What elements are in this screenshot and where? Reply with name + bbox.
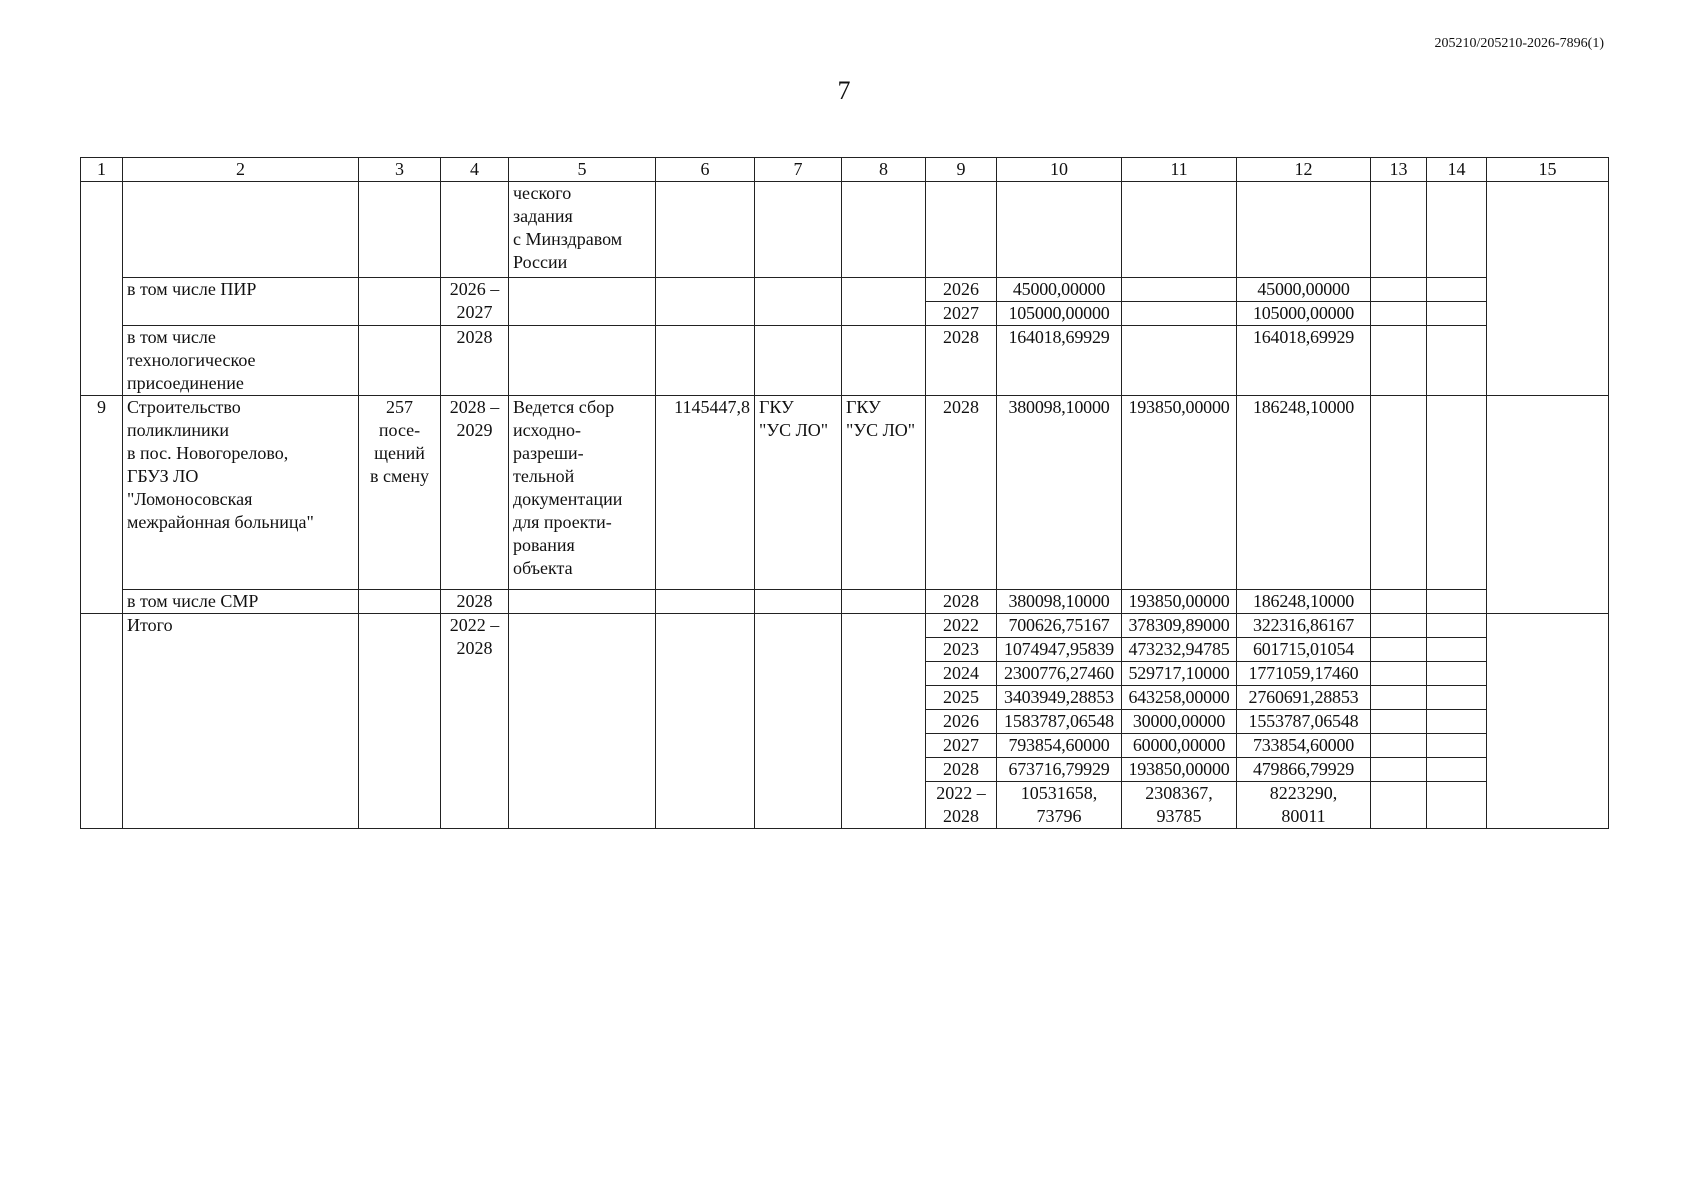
- column-number-row: [81, 158, 1609, 182]
- cell: [1487, 396, 1609, 614]
- cell: [1427, 782, 1487, 829]
- cell: [359, 182, 441, 278]
- amount-regional: 601715,01054: [1237, 638, 1371, 662]
- year-cell: 2024: [926, 662, 997, 686]
- amount-total: 793854,60000: [997, 734, 1122, 758]
- cell: [359, 590, 441, 614]
- cell: [842, 182, 926, 278]
- cell: [1371, 662, 1427, 686]
- text-line: объекта: [513, 558, 573, 578]
- cell: [1237, 182, 1371, 278]
- table-row: [81, 182, 1609, 278]
- column-number: 7: [755, 158, 842, 182]
- text-line: 257: [386, 397, 413, 417]
- table-row: [81, 396, 1609, 590]
- text-line: щений: [374, 443, 425, 463]
- text-line: поликлиники: [127, 420, 230, 440]
- table-row: [81, 326, 1609, 396]
- column-number: 6: [656, 158, 755, 182]
- text-line: ческого: [513, 183, 572, 203]
- text-line: тельной: [513, 466, 575, 486]
- amount-total: 45000,00000: [997, 278, 1122, 302]
- amount-total: 673716,79929: [997, 758, 1122, 782]
- text-line: присоединение: [127, 373, 244, 393]
- builder-cell: [842, 396, 926, 590]
- amount-regional: 2760691,28853: [1237, 686, 1371, 710]
- text-line: для проекти-: [513, 512, 612, 532]
- cell: [755, 278, 842, 326]
- cell: [1427, 278, 1487, 302]
- cell: [1427, 734, 1487, 758]
- customer-cell: [755, 396, 842, 590]
- amount-regional: 105000,00000: [1237, 302, 1371, 326]
- cell: [1371, 590, 1427, 614]
- text-line: 2029: [456, 420, 493, 440]
- text-line: 2028 –: [449, 397, 500, 417]
- cell: [1371, 734, 1427, 758]
- total-row: [81, 614, 1609, 638]
- text-line: межрайонная больница": [127, 512, 314, 532]
- text-line: "УС ЛО": [846, 420, 916, 440]
- text-line: с Минздравом: [513, 229, 623, 249]
- amount-regional: 186248,10000: [1237, 590, 1371, 614]
- budget-table: [80, 157, 1609, 829]
- cell: [1427, 710, 1487, 734]
- cell: [842, 278, 926, 326]
- column-number: 4: [441, 158, 509, 182]
- column-number: 10: [997, 158, 1122, 182]
- period-cell: 2028: [441, 326, 509, 396]
- text-line: России: [513, 252, 568, 272]
- cell: [1371, 182, 1427, 278]
- cell: [359, 614, 441, 829]
- year-cell: 2028: [926, 590, 997, 614]
- amount-federal: 30000,00000: [1122, 710, 1237, 734]
- column-number: 15: [1487, 158, 1609, 182]
- amount-regional: 1771059,17460: [1237, 662, 1371, 686]
- text-line: 10531658,: [1020, 783, 1098, 803]
- year-cell: 2028: [926, 758, 997, 782]
- period-cell: [441, 396, 509, 590]
- year-cell: 2027: [926, 734, 997, 758]
- amount-total: 164018,69929: [997, 326, 1122, 396]
- cell: [1371, 710, 1427, 734]
- cell: [1371, 782, 1427, 829]
- text-line: Строительство: [127, 397, 241, 417]
- cell: [509, 326, 656, 396]
- cell: [1122, 182, 1237, 278]
- cell: [1371, 638, 1427, 662]
- amount-federal: 193850,00000: [1122, 396, 1237, 590]
- column-number: 12: [1237, 158, 1371, 182]
- amount-regional: 1553787,06548: [1237, 710, 1371, 734]
- cell: [755, 590, 842, 614]
- year-cell: 2028: [926, 326, 997, 396]
- text-line: ГКУ: [759, 397, 794, 417]
- text-line: документации: [513, 489, 623, 509]
- cell: [1427, 686, 1487, 710]
- text-line: исходно-: [513, 420, 581, 440]
- cell: [1427, 662, 1487, 686]
- amount-total: 3403949,28853: [997, 686, 1122, 710]
- cell: [1371, 278, 1427, 302]
- text-line: технологическое: [127, 350, 256, 370]
- amount-total: 1074947,95839: [997, 638, 1122, 662]
- column-number: 5: [509, 158, 656, 182]
- cell: [755, 326, 842, 396]
- year-cell: 2028: [926, 396, 997, 590]
- cell: [656, 614, 755, 829]
- cell: [1122, 302, 1237, 326]
- text-line: посе-: [378, 420, 421, 440]
- item-name: в том числе СМР: [123, 590, 359, 614]
- amount-federal: 60000,00000: [1122, 734, 1237, 758]
- year-cell: 2022: [926, 614, 997, 638]
- page-number: 7: [837, 76, 851, 105]
- cell: [1371, 302, 1427, 326]
- text-line: 93785: [1156, 806, 1202, 826]
- amount-regional: 45000,00000: [1237, 278, 1371, 302]
- cell: [359, 278, 441, 326]
- year-cell: 2023: [926, 638, 997, 662]
- column-number: 2: [123, 158, 359, 182]
- amount-total: [997, 782, 1122, 829]
- year-cell: 2027: [926, 302, 997, 326]
- column-number: 13: [1371, 158, 1427, 182]
- text-line: ГБУЗ ЛО: [127, 466, 199, 486]
- column-number: 11: [1122, 158, 1237, 182]
- text-line: 2022 –: [936, 783, 986, 803]
- item-number: 9: [81, 396, 123, 614]
- cell: [1487, 614, 1609, 829]
- cell: [1427, 396, 1487, 590]
- cell: [1371, 614, 1427, 638]
- cell: [997, 182, 1122, 278]
- cell: [1371, 326, 1427, 396]
- amount-total: 1583787,06548: [997, 710, 1122, 734]
- document-id: 205210/205210-2026-7896(1): [1434, 36, 1604, 51]
- cell: [509, 614, 656, 829]
- table-row: [81, 590, 1609, 614]
- item-name: [123, 326, 359, 396]
- year-cell: 2026: [926, 278, 997, 302]
- item-name: [123, 396, 359, 590]
- cell: [656, 590, 755, 614]
- column-number: 3: [359, 158, 441, 182]
- amount-regional: 164018,69929: [1237, 326, 1371, 396]
- column-number: 8: [842, 158, 926, 182]
- cell: [1427, 638, 1487, 662]
- cell: [842, 590, 926, 614]
- amount-total: 105000,00000: [997, 302, 1122, 326]
- text-line: 2027: [456, 302, 493, 322]
- status-cell: [509, 182, 656, 278]
- text-line: рования: [513, 535, 575, 555]
- cell: [509, 590, 656, 614]
- text-line: 2028: [943, 806, 979, 826]
- text-line: 73796: [1036, 806, 1082, 826]
- year-cell: 2026: [926, 710, 997, 734]
- text-line: 2308367,: [1145, 783, 1213, 803]
- cell: [755, 614, 842, 829]
- cell: [1487, 182, 1609, 396]
- column-number: 9: [926, 158, 997, 182]
- cell: [509, 278, 656, 326]
- cost-cell: 1145447,8: [656, 396, 755, 590]
- cell: [81, 182, 123, 396]
- column-number: 1: [81, 158, 123, 182]
- text-line: разреши-: [513, 443, 584, 463]
- text-line: в смену: [369, 466, 429, 486]
- amount-total: 2300776,27460: [997, 662, 1122, 686]
- total-label: Итого: [123, 614, 359, 829]
- item-name: в том числе ПИР: [123, 278, 359, 326]
- cell: [656, 278, 755, 326]
- period-cell: 2028: [441, 590, 509, 614]
- period-cell: [441, 278, 509, 326]
- text-line: 2022 –: [449, 615, 500, 635]
- cell: [1371, 686, 1427, 710]
- cell: [1427, 302, 1487, 326]
- cell: [842, 614, 926, 829]
- amount-federal: [1122, 782, 1237, 829]
- cell: [1371, 758, 1427, 782]
- cell: [1371, 396, 1427, 590]
- table-row: [81, 278, 1609, 302]
- text-line: "УС ЛО": [759, 420, 829, 440]
- cell: [1122, 278, 1237, 302]
- status-cell: [509, 396, 656, 590]
- amount-federal: 643258,00000: [1122, 686, 1237, 710]
- cell: [1427, 758, 1487, 782]
- text-line: 80011: [1281, 806, 1326, 826]
- amount-federal: 193850,00000: [1122, 758, 1237, 782]
- cell: [359, 326, 441, 396]
- text-line: в пос. Новогорелово,: [127, 443, 289, 463]
- text-line: "Ломоносовская: [127, 489, 253, 509]
- text-line: 2028: [456, 638, 493, 658]
- cell: [1427, 590, 1487, 614]
- text-line: задания: [513, 206, 573, 226]
- cell: [1122, 326, 1237, 396]
- text-line: ГКУ: [846, 397, 881, 417]
- cell: [656, 326, 755, 396]
- year-cell: 2025: [926, 686, 997, 710]
- cell: [81, 614, 123, 829]
- amount-regional: 733854,60000: [1237, 734, 1371, 758]
- cell: [441, 182, 509, 278]
- cell: [656, 182, 755, 278]
- cell: [1427, 182, 1487, 278]
- amount-regional: 322316,86167: [1237, 614, 1371, 638]
- year-cell: [926, 782, 997, 829]
- text-line: 8223290,: [1269, 783, 1338, 803]
- amount-total: 700626,75167: [997, 614, 1122, 638]
- amount-regional: [1237, 782, 1371, 829]
- period-cell: [441, 614, 509, 829]
- cell: [926, 182, 997, 278]
- amount-federal: 473232,94785: [1122, 638, 1237, 662]
- amount-regional: 479866,79929: [1237, 758, 1371, 782]
- amount-regional: 186248,10000: [1237, 396, 1371, 590]
- capacity-cell: [359, 396, 441, 590]
- amount-federal: 378309,89000: [1122, 614, 1237, 638]
- amount-federal: 529717,10000: [1122, 662, 1237, 686]
- cell: [123, 182, 359, 278]
- text-line: Ведется сбор: [513, 397, 615, 417]
- cell: [755, 182, 842, 278]
- amount-federal: 193850,00000: [1122, 590, 1237, 614]
- text-line: в том числе: [127, 327, 216, 347]
- column-number: 14: [1427, 158, 1487, 182]
- cell: [842, 326, 926, 396]
- amount-total: 380098,10000: [997, 396, 1122, 590]
- text-line: 2026 –: [449, 279, 500, 299]
- cell: [1427, 614, 1487, 638]
- amount-total: 380098,10000: [997, 590, 1122, 614]
- cell: [1427, 326, 1487, 396]
